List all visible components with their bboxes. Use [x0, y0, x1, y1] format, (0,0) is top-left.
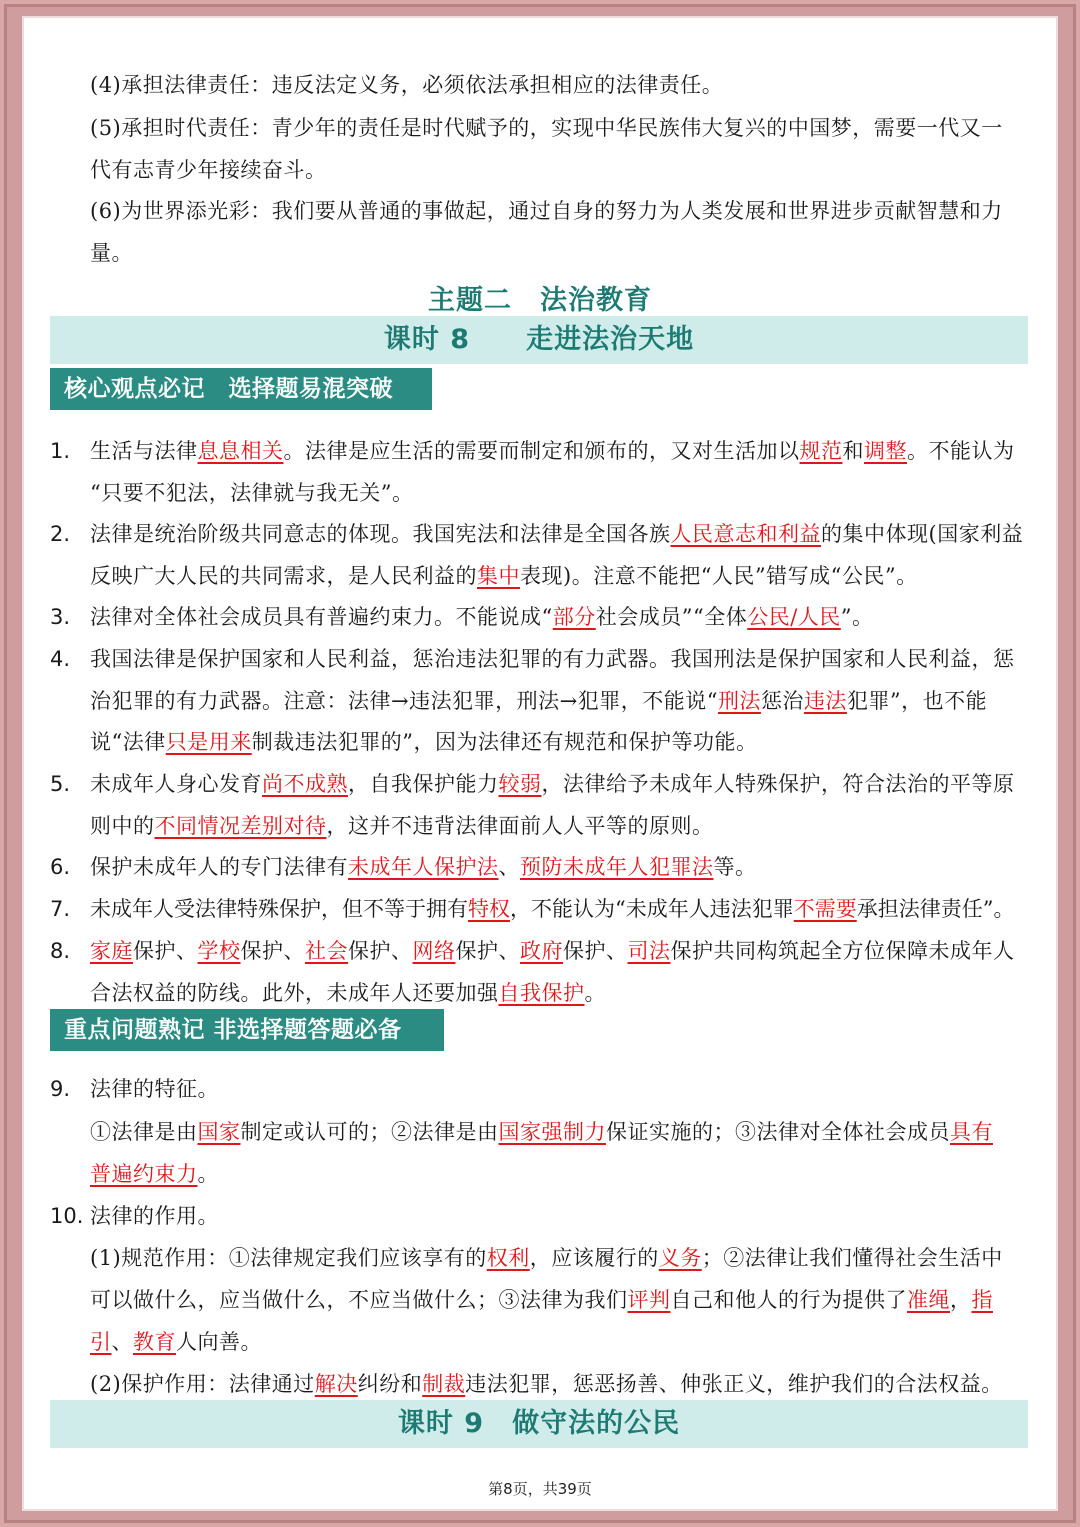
- item-line: 法律的特征。: [90, 1077, 219, 1101]
- item-number: 6.: [50, 855, 71, 879]
- document-page: [22, 16, 1058, 1511]
- item-number: 7.: [50, 897, 71, 921]
- item-line: 未成年人身心发育尚不成熟，自我保护能力较弱，法律给予未成年人特殊保护，符合法治的平等原: [90, 772, 1015, 796]
- intro-line: (5)承担时代责任：青少年的责任是时代赋予的，实现中华民族伟大复兴的中国梦，需要一代又一: [90, 116, 1003, 140]
- item-line: 普遍约束力。: [90, 1162, 219, 1186]
- item-number: 10.: [50, 1204, 84, 1228]
- item-line: 合法权益的防线。此外，未成年人还要加强自我保护。: [90, 981, 606, 1005]
- item-line: 治犯罪的有力武器。注意：法律→违法犯罪，刑法→犯罪，不能说“刑法惩治违法犯罪”，也不能: [90, 689, 988, 713]
- item-number: 5.: [50, 772, 71, 796]
- item-line: 家庭保护、学校保护、社会保护、网络保护、政府保护、司法保护共同构筑起全方位保障未成年人: [90, 939, 1015, 963]
- item-number: 1.: [50, 439, 71, 463]
- lesson-9-title: 课时 9 做守法的公民: [50, 1400, 1028, 1448]
- lesson-8-title: 课时 8 走进法治天地: [50, 316, 1028, 364]
- section-tag-core: 核心观点必记 选择题易混突破: [50, 368, 432, 410]
- item-line: 法律是统治阶级共同意志的体现。我国宪法和法律是全国各族人民意志和利益的集中体现(国家利益: [90, 522, 1024, 546]
- item-line: 说“法律只是用来制裁违法犯罪的”，因为法律还有规范和保护等功能。: [90, 730, 758, 754]
- item-line: (1)规范作用：①法律规定我们应该享有的权利，应该履行的义务；②法律让我们懂得社会生活中: [90, 1246, 1003, 1270]
- item-line: 法律的作用。: [90, 1204, 219, 1228]
- item-line: 则中的不同情况差别对待，这并不违背法律面前人人平等的原则。: [90, 814, 714, 838]
- item-line: (2)保护作用：法律通过解决纠纷和制裁违法犯罪，惩恶扬善、伸张正义，维护我们的合法权益。: [90, 1372, 1003, 1396]
- theme-title: 主题二 法治教育: [428, 285, 652, 316]
- intro-line: 量。: [90, 241, 133, 265]
- intro-line: (6)为世界添光彩：我们要从普通的事做起，通过自身的努力为人类发展和世界进步贡献智慧和力: [90, 199, 1003, 223]
- item-number: 4.: [50, 647, 71, 671]
- intro-line: (4)承担法律责任：违反法定义务，必须依法承担相应的法律责任。: [90, 73, 724, 97]
- item-number: 8.: [50, 939, 71, 963]
- item-line: 法律对全体社会成员具有普遍约束力。不能说成“部分社会成员”“全体公民/人民”。: [90, 605, 874, 629]
- item-number: 2.: [50, 522, 71, 546]
- item-line: 反映广大人民的共同需求，是人民利益的集中表现)。注意不能把“人民”错写成“公民”。: [90, 564, 918, 588]
- item-line: 生活与法律息息相关。法律是应生活的需要而制定和颁布的，又对生活加以规范和调整。不能认为: [90, 439, 1015, 463]
- page-number: 第8页，共39页: [488, 1480, 592, 1498]
- item-line: 未成年人受法律特殊保护，但不等于拥有特权，不能认为“未成年人违法犯罪不需要承担法律责任”。: [90, 897, 1015, 921]
- item-line: ①法律是由国家制定或认可的；②法律是由国家强制力保证实施的；③法律对全体社会成员具有: [90, 1120, 993, 1144]
- section-tag-key: 重点问题熟记 非选择题答题必备: [50, 1009, 444, 1051]
- item-number: 3.: [50, 605, 71, 629]
- item-line: 可以做什么，应当做什么，不应当做什么；③法律为我们评判自己和他人的行为提供了准绳，指: [90, 1288, 993, 1312]
- item-line: 引、教育人向善。: [90, 1330, 262, 1354]
- item-line: 我国法律是保护国家和人民利益，惩治违法犯罪的有力武器。我国刑法是保护国家和人民利益，惩: [90, 647, 1015, 671]
- item-line: “只要不犯法，法律就与我无关”。: [90, 481, 414, 505]
- item-line: 保护未成年人的专门法律有未成年人保护法、预防未成年人犯罪法等。: [90, 855, 757, 879]
- item-number: 9.: [50, 1077, 71, 1101]
- intro-line: 代有志青少年接续奋斗。: [90, 158, 327, 182]
